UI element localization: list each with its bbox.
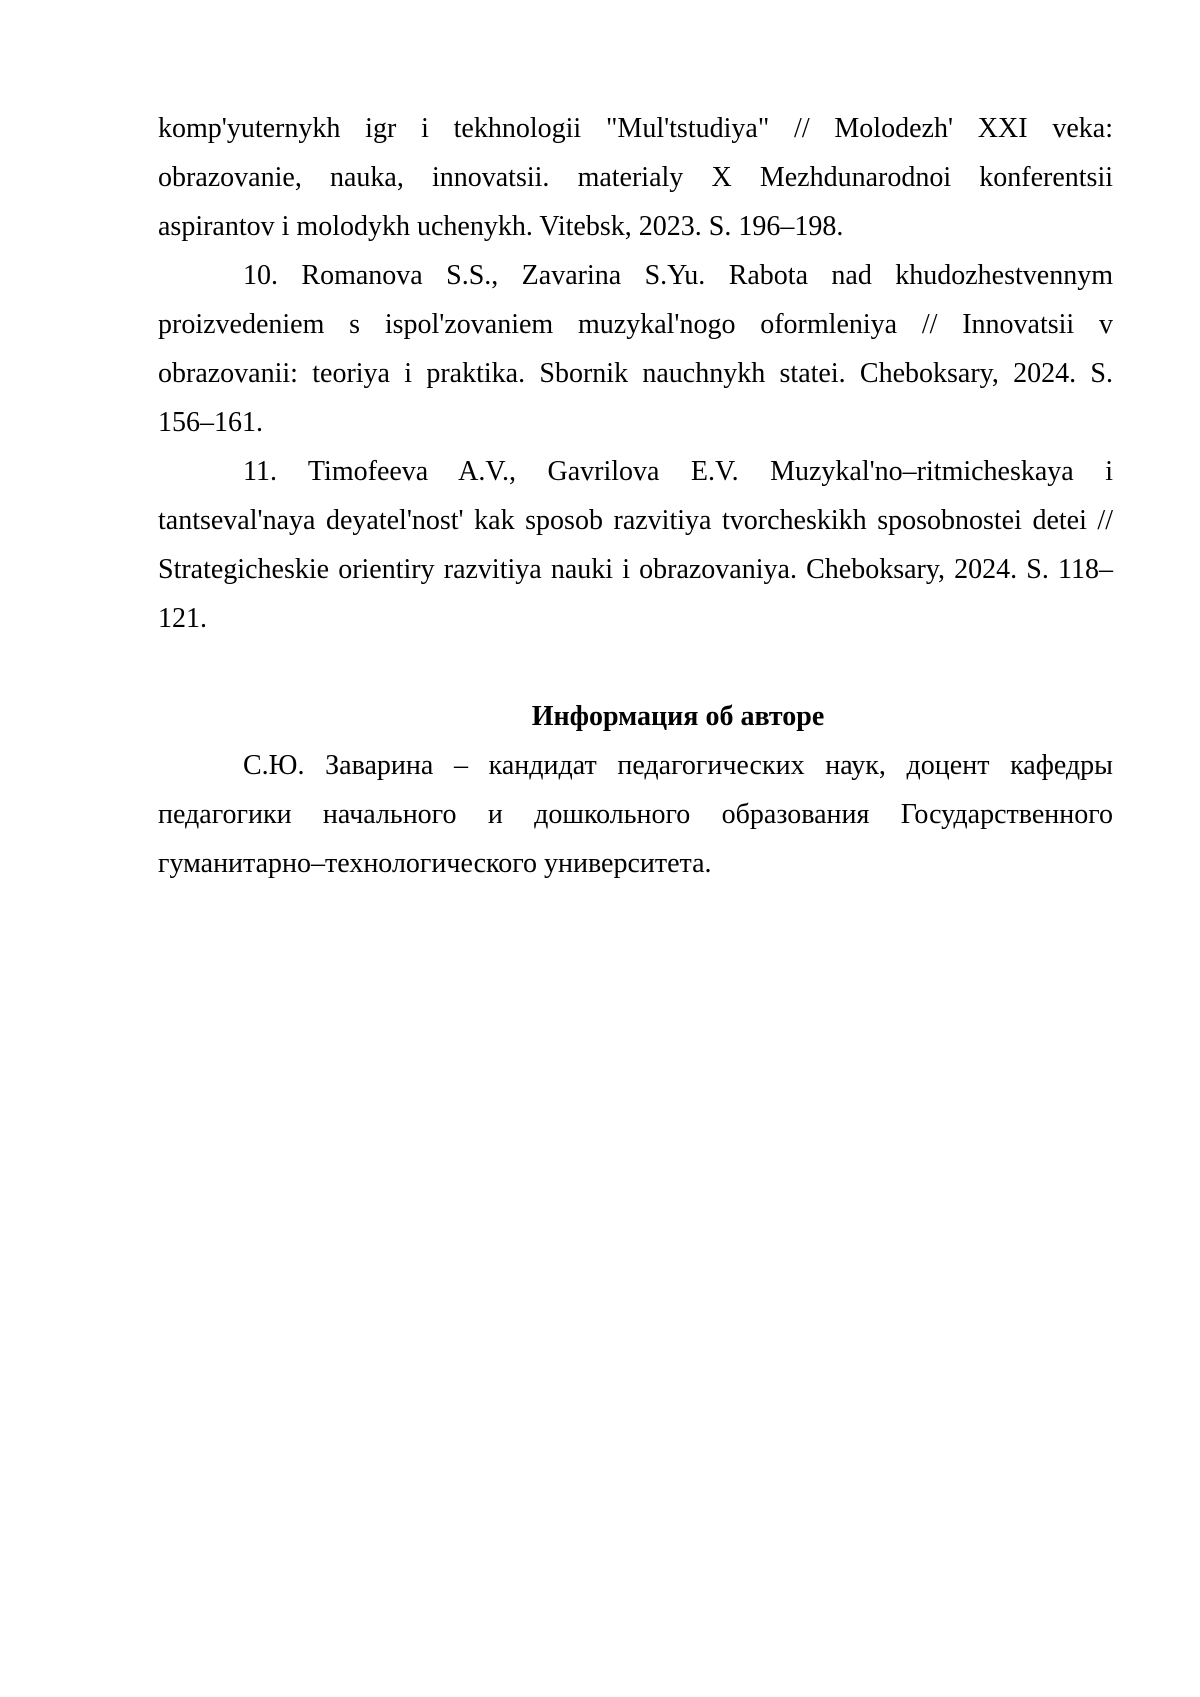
text-line: aspirantov i molodykh uchenykh. Vitebsk, 2023. S. 196–198. — [158, 211, 844, 242]
reference-10 — [158, 251, 1113, 447]
reference-11 — [158, 447, 1113, 643]
text-line: Strategicheskie orientiry razvitiya nauki i obrazovaniya. Cheboksary, 2024. S. 118– — [158, 554, 1113, 585]
text-line: 156–161. — [158, 407, 263, 438]
blank-line — [158, 643, 1113, 692]
text-line: 10. Romanova S.S., Zavarina S.Yu. Rabota nad khudozhestvennym — [243, 260, 1113, 291]
text-line: obrazovanie, nauka, innovatsii. materialy X Mezhdunarodnoi konferentsii — [158, 162, 1113, 193]
section-heading-text: Информация об авторе — [531, 701, 825, 732]
author-info — [158, 741, 1113, 888]
text-line: 121. — [158, 603, 207, 634]
text-line: педагогики начального и дошкольного образования Государственного — [158, 799, 1113, 830]
text-line: komp'yuternykh igr i tekhnologii "Mul'tstudiya" // Molodezh' XXI veka: — [158, 113, 1113, 144]
document-body — [158, 104, 1113, 888]
author-info-heading — [158, 692, 1113, 741]
text-line: tantseval'naya deyatel'nost' kak sposob razvitiya tvorcheskikh sposobnostei detei // — [158, 505, 1113, 536]
reference-9-continuation — [158, 104, 1113, 251]
text-line: proizvedeniem s ispol'zovaniem muzykal'nogo oformleniya // Innovatsii v — [158, 309, 1113, 340]
text-line: С.Ю. Заварина – кандидат педагогических наук, доцент кафедры — [243, 750, 1113, 781]
text-line: гуманитарно–технологического университета. — [158, 848, 712, 879]
text-line: 11. Timofeeva A.V., Gavrilova E.V. Muzykal'no–ritmicheskaya i — [243, 456, 1113, 487]
text-line: obrazovanii: teoriya i praktika. Sbornik nauchnykh statei. Cheboksary, 2024. S. — [158, 358, 1113, 389]
